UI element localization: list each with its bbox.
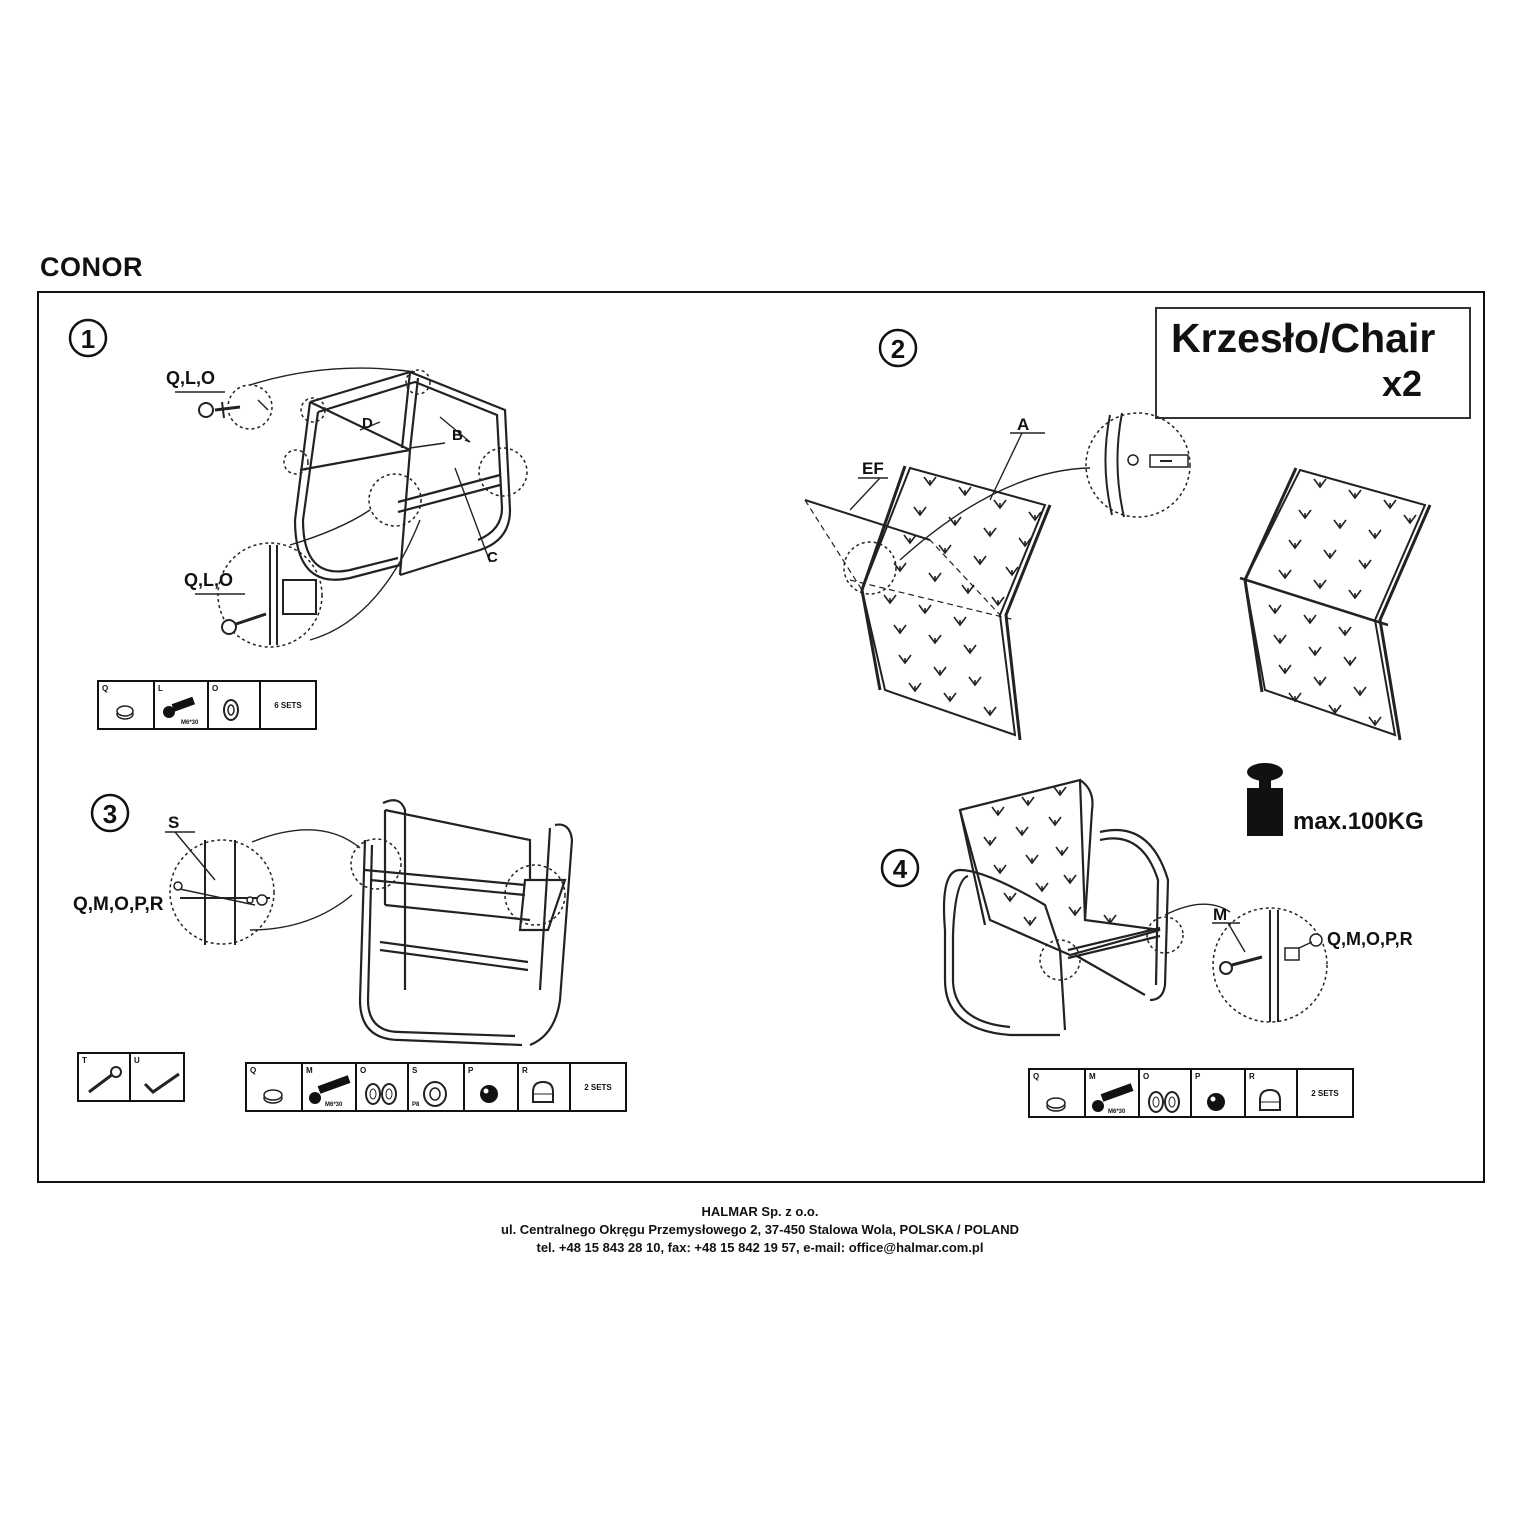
part-m-cell [302,1063,356,1111]
step-3-number: 3 [102,799,118,829]
chair-label: Krzesło/Chair [1171,315,1436,361]
step-1-number: 1 [80,324,96,354]
part-o-cell [356,1063,408,1111]
washer-size: P8 [412,1102,420,1108]
part-s-cell [408,1063,464,1111]
step-1-chair-frame [295,372,510,580]
step-2-seat-sling-right [1240,468,1430,740]
cap-nut-icon [519,1064,569,1110]
part-p-code: P [468,1066,474,1075]
part-q-code: Q [250,1066,257,1075]
part-m-code: M [1089,1072,1096,1081]
step-4-label-m: M [1213,905,1228,924]
step-2-label-ef: EF [862,459,884,478]
max-load-label: max.100KG [1293,808,1424,835]
tool-t-code: T [82,1056,87,1065]
part-q-cell [1029,1069,1085,1117]
cap-nut-icon [1246,1070,1296,1116]
page-title: CONOR [40,252,143,282]
part-r-cell [1245,1069,1297,1117]
chair-quantity-box [1155,307,1471,419]
step-3-label-s: S [168,813,180,832]
parts-sets-3: 2 SETS [570,1063,626,1111]
step-1-label-c: C [487,549,498,566]
step-1-label-b: B [452,427,463,444]
footer-address: ul. Centralnego Okręgu Przemysłowego 2, 37-450 Stalowa Wola, POLSKA / POLAND [501,1222,1019,1237]
washer-pair-icon [1140,1070,1190,1116]
step-1-callout-bottom: Q,L,O [184,570,233,590]
step-1-bolt-top [199,400,268,418]
part-o-code: O [212,684,219,693]
cap-icon [99,682,153,728]
tool-t-cell [78,1053,130,1101]
part-q-cell [98,681,154,729]
part-r-cell [518,1063,570,1111]
step-4-chair [944,780,1168,1035]
nut-icon [465,1064,517,1110]
step-2-seat-sling-left [805,466,1050,740]
step-2-number: 2 [890,334,906,364]
step-2-pin-detail [1086,413,1190,517]
part-r-code: R [1249,1072,1255,1081]
part-q-code: Q [102,684,109,693]
step-3-group [73,795,572,1045]
part-o-cell [208,681,260,729]
part-p-cell [1191,1069,1245,1117]
part-q-cell [246,1063,302,1111]
step-2-label-a: A [1017,415,1030,434]
hex-key-icon [131,1054,183,1100]
parts-table-step-3 [245,1062,627,1112]
parts-sets-4: 2 SETS [1297,1069,1353,1117]
step-1-label-d: D [362,415,373,432]
cap-icon [247,1064,301,1110]
step-1-group [70,320,527,647]
step-1-detail-circles [218,370,527,647]
cap-icon [1030,1070,1084,1116]
part-o-cell [1139,1069,1191,1117]
part-o-code: O [360,1066,367,1075]
step-4-hardware-detail [1220,910,1322,1022]
step-3-callout: Q,M,O,P,R [73,894,164,915]
parts-table-step-4 [1028,1068,1354,1118]
tool-u-cell [130,1053,184,1101]
weight-icon [1247,763,1283,836]
parts-table-step-1 [97,680,317,730]
washer-pair-icon [357,1064,407,1110]
tools-table [77,1052,185,1102]
nut-icon [1192,1070,1244,1116]
part-p-cell [464,1063,518,1111]
part-o-code: O [1143,1072,1150,1081]
bolt-size: M6*30 [181,720,199,726]
part-s-code: S [412,1066,418,1075]
bolt-size: M6*30 [1108,1109,1126,1115]
footer-contact: tel. +48 15 843 28 10, fax: +48 15 842 19 57, e-mail: office@halmar.com.pl [536,1240,984,1255]
step-3-chair-frame [360,800,572,1045]
part-q-code: Q [1033,1072,1040,1081]
part-l-cell [154,681,208,729]
footer-company: HALMAR Sp. z o.o. [701,1204,819,1219]
parts-sets-1: 6 SETS [260,681,316,729]
tool-u-code: U [134,1056,140,1065]
part-l-code: L [158,684,163,693]
bolt-size: M6*30 [325,1102,343,1108]
washer-icon [209,682,259,728]
part-r-code: R [522,1066,528,1075]
chair-count: x2 [1382,363,1423,404]
part-m-code: M [306,1066,313,1075]
part-p-code: P [1195,1072,1201,1081]
step-4-callout: Q,M,O,P,R [1327,929,1413,949]
step-4-number: 4 [892,854,908,884]
step-1-callout-top: Q,L,O [166,368,215,388]
part-m-cell [1085,1069,1139,1117]
wrench-icon [79,1054,129,1100]
